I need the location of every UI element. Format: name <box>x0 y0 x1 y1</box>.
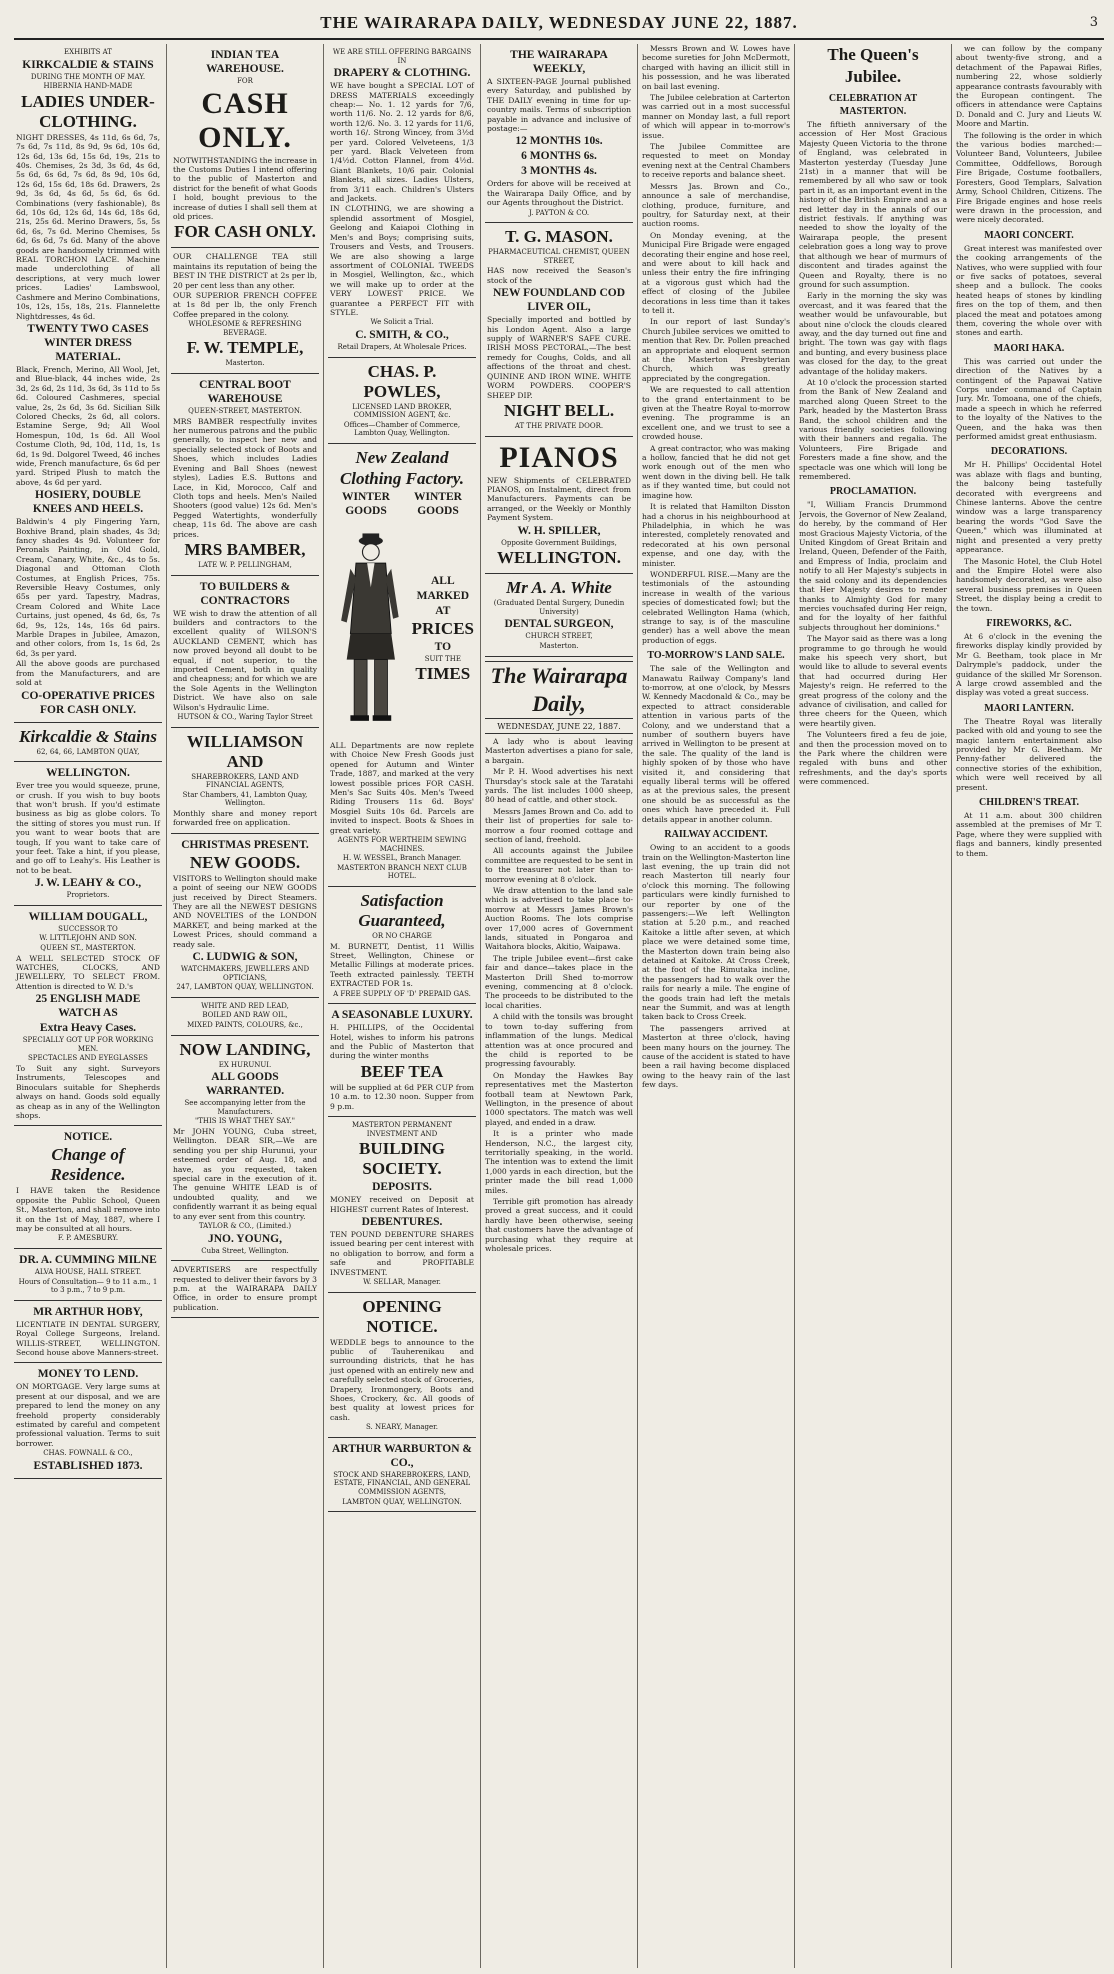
news-paragraph: Messrs Brown and W. Lowes have become sureties for John McDermott, charged with having an illicit still in his possession, and he was liberated on bail last evening. <box>642 44 790 91</box>
ad-headline: Clothing Factory. <box>339 468 465 488</box>
ad-headline: THE WAIRARAPA WEEKLY, <box>510 49 608 75</box>
news-paragraph: The triple Jubilee event—first cake fair and dance—takes place in the Masterton Drill Shed to-morrow evening, commencing at 8 o'clock. The proceeds to be distributed to the local charities. <box>485 953 633 1010</box>
ad-signature: F. P. AMESBURY. <box>57 1234 119 1243</box>
ad-headline: WINTER GOODS <box>414 490 462 517</box>
leahy-ad <box>14 762 162 906</box>
article-paragraph: The Mayor said as there was a long programme to go through he would make his speech very short, but would like to allude to several events that had occurred during Her Majesty's reign. He referred to the great progress of the colony and the advance of civilisation, and called for three cheers for the Queen, which were heartily given. <box>799 634 947 728</box>
winter-goods-row <box>330 490 474 518</box>
weekly-ad <box>485 44 633 223</box>
ad-firm: ARTHUR WARBURTON & CO., <box>332 1442 472 1469</box>
ad-line: MIXED PAINTS, COLOURS, &c., <box>187 1021 303 1029</box>
section-heading: DECORATIONS. <box>990 446 1068 458</box>
white-dentist-ad <box>485 574 633 656</box>
indian-tea-ad <box>171 44 319 248</box>
ad-firm: WILLIAMSON AND <box>186 731 304 771</box>
article-paragraph: At 6 o'clock in the evening the fireworks display kindly provided by Mr G. Beetham, took place in Mr Dalrymple's paddock, under the guidance of the skilled Mr Sorenson. A large crowd assembled and the display was voted a great success. <box>956 631 1102 698</box>
williamson-ad <box>171 728 319 834</box>
ad-headline: MONEY TO LEND. <box>37 1368 139 1381</box>
ad-body: A SIXTEEN-PAGE Journal published every Saturday, and published by THE DAILY evening in time for up-country mails. Terms of subscription payable in advance and inclusive of postage:— <box>487 77 631 134</box>
ad-headline: NOW LANDING, <box>179 1039 311 1059</box>
ad-body: ON MORTGAGE. Very large sums at present at our disposal, and we are prepared to lend the money on any freehold property considerably estimated by careful and competent professional valuation. Terms to suit borrower. <box>16 1382 160 1448</box>
dougall-ad <box>14 906 162 1127</box>
section-heading: TO-MORROW'S LAND SALE. <box>647 650 785 662</box>
ad-firm: F. W. TEMPLE, <box>186 338 304 358</box>
ad-sub: OR NO CHARGE <box>372 931 432 940</box>
ad-firm: CHAS. P. POWLES, <box>363 361 441 401</box>
ad-firm: JNO. YOUNG, <box>207 1232 282 1245</box>
ad-line: WHITE AND RED LEAD, <box>201 1001 289 1010</box>
column-rule <box>480 44 481 1968</box>
ad-address: Masterton. <box>225 359 265 368</box>
article-paragraph: The fiftieth anniversary of the accession of Her Most Gracious Majesty Queen Victoria to the throne of England, was celebrated in Masterton yesterday (Tuesday June 21st) in a manner that will be remembered by all who saw or took part in it, as an important event in the history of the British Empire and as a red letter day in the annals of our district festivals. If anything was needed to show the loyalty of the Wairarapa people, the present celebration goes a long way to prove that although we hear of murmurs of discontent and tirades against the Queen and Royalty, there is no ground for such assumption. <box>799 120 947 289</box>
ad-body: ALL Departments are now replete with Choice New Fresh Goods just opened for Autumn and Winter Trade, 1887, and marked at the very lowest possible prices FOR CASH. Men's Sac Suits 40s. Men's Tweed Riding Trousers 11s 6d. Boys' Mosgiel Suits 10s 6d. Parcels are invited to inspect. Boots & Shoes in great variety. <box>330 740 474 835</box>
ad-firm: KIRKCALDIE & STAINS <box>22 58 154 71</box>
ad-headline: NOTICE. <box>63 1131 113 1144</box>
money-ad <box>14 1363 162 1478</box>
ad-firm: Mr A. A. White <box>506 578 612 598</box>
article-paragraph: This was carried out under the direction of the Natives by a contingent of the Papawai Native Corps under command of Captain Jury. Mr. Tomoana, one of the chiefs, made a speech in which he referred to the loyalty of the Natives to the Queen, and the haka was then performed amidst great enthusiasm. <box>956 356 1102 442</box>
ad-body: WE wish to draw the attention of all builders and contractors to the excellent quality of WILSON'S AUCKLAND CEMENT, which has now proved beyond all doubt to be equal, if not superior, to the imported Cement, both in quality and cheapness; and for which we are the Sole Agents in the Wellington District. We have also on sale Wilson's Hydraulic Lime. <box>173 608 317 712</box>
news-paragraph: A lady who is about leaving Masterton advertises a piano for sale, a bargain. <box>485 736 633 765</box>
temple-ad <box>171 248 319 374</box>
column-4 <box>485 44 633 1968</box>
ad-body: Ever tree you would squeeze, prune, or crush. If you wish to buy boots that won't brush. If you'd estimate business as big as globe colors. To the sitting of stores you must run. If you want to wear boots that are tough, If you want to take care of your feet. Take a hint, if you please, and go off to Leahy's. His Leather is not to be beat. <box>16 781 160 875</box>
advertisers-notice <box>171 1261 319 1318</box>
article-paragraph: The Theatre Royal was literally packed with old and young to see the magic lantern entertainment also provided by Mr G. Beetham. Mr Penny-father delivered the connective stories of the exhibition, which were well received by all present. <box>956 716 1102 792</box>
ad-sub: SHAREBROKERS, LAND AND FINANCIAL AGENTS, <box>191 772 299 790</box>
ad-headline: TO BUILDERS & CONTRACTORS <box>199 580 291 607</box>
ad-signature: S. NEARY, Manager. <box>366 1423 438 1432</box>
ad-word: TIMES <box>415 664 471 684</box>
ad-word: ALL <box>430 574 455 587</box>
ad-headline: WELLINGTON. <box>497 548 621 568</box>
ad-headline: CHRISTMAS PRESENT. <box>181 838 309 851</box>
ad-body: Specially imported and bottled by his London Agent. Also a large supply of WARNER'S SAFE CURE. IRISH MOSS PECTORAL,—The best remedy for Coughs, Colds, and all affections of the throat and chest. QUININE AND IRON WINE. WHITE WORM POWDERS. COOPER'S SHEEP DIP. <box>487 315 631 400</box>
news-paragraph: We draw attention to the land sale which is advertised to take place to-morrow at Messrs James Brown's Auction Rooms. The lots comprise over 17,000 acres of Government lands, situated in Pongaroa and Waitahora blocks, Akitio, Waipawa. <box>485 886 633 952</box>
news-paragraph: On Monday evening, at the Municipal Fire Brigade were engaged decorating their engine and hose reel, and were about to kill hack and unless their entry the fire infringing at a vigorous gust which had the effect of closing of the Jubilee decorations in less time than it takes to tell it. <box>642 230 790 315</box>
ad-headline: WINTER GOODS <box>342 490 390 517</box>
mason-ad <box>485 223 633 436</box>
ad-firm: W. H. SPILLER, <box>517 524 601 537</box>
ad-headline: BUILDING SOCIETY. <box>359 1139 445 1179</box>
ad-body: To Suit any sight. Surveyors Instruments, Telescopes and Binoculars suitable for Shepherds always on hand. Goods sold equally as cheap as in any of the Wellington shops. <box>16 1063 160 1120</box>
ad-body: H. PHILLIPS, of the Occidental Hotel, wishes to inform his patrons and the Public of Masterton that during the winter months <box>330 1023 474 1061</box>
article-paragraph: Great interest was manifested over the cooking arrangements of the Natives, who were supplied with four or five sacks of potatoes, several sheep and a bullock. The cooks heated heaps of stones by kindling fires on the top of them, and then placed the meat and potatoes among them, covering the whole over with stones and earth. <box>956 243 1102 338</box>
spiller-ad <box>485 437 633 575</box>
ad-sub: W. LITTLEJOHN AND SON. <box>39 934 137 943</box>
ad-headline: BEEF TEA <box>360 1061 444 1081</box>
article-subhead: CELEBRATION AT MASTERTON. <box>828 93 918 117</box>
ad-sub: SUCCESSOR TO <box>58 924 118 933</box>
ad-body: NOTWITHSTANDING the increase in the Customs Duties I intend offering to the public of Masterton and district for the benefit of what Goods I hold, bought previous to the increase of duties I shall sell them at old prices. <box>173 155 317 222</box>
lead-ad <box>171 998 319 1036</box>
builders-ad <box>171 576 319 728</box>
ad-headline: NIGHT BELL. <box>503 400 615 420</box>
ad-word: AT <box>435 604 451 617</box>
ad-sub: STOCK AND SHAREBROKERS, LAND, ESTATE, FINANCIAL, AND GENERAL COMMISSION AGENTS, <box>333 1470 471 1497</box>
masthead-title: THE WAIRARAPA DAILY, WEDNESDAY JUNE 22, 1887. <box>320 13 798 32</box>
ad-word: MARKED <box>416 589 470 602</box>
ad-sub: "THIS IS WHAT THEY SAY." <box>195 1117 295 1126</box>
article-title: The Queen's Jubilee. <box>827 45 919 86</box>
ad-body: Hours of Consultation— 9 to 11 a.m., 1 to 3 p.m., 7 to 9 p.m. <box>18 1277 158 1295</box>
ad-signature: J. PAYTON & CO. <box>528 208 590 217</box>
kirkcaldie-ad <box>14 44 162 723</box>
ad-address: Offices—Chamber of Commerce, Lambton Quay, Wellington. <box>343 420 461 438</box>
ad-sub: WATCHMAKERS, JEWELLERS AND OPTICIANS, <box>180 965 310 982</box>
ad-body: HAS now received the Season's stock of the <box>487 266 631 285</box>
ad-headline: Satisfaction Guaranteed, <box>358 890 446 930</box>
news-paragraph: Owing to an accident to a goods train on the Wellington-Masterton line last evening, the up train did not reach Masterton till nearly four o'clock this morning. The following particulars were kindly furnished to our reporter by one of the passengers:—We left Wellington station at 5.20 p.m., and reached Kaitoke a little after seven, at which place we were detained some time, the Masterton down train being also detained at Kaitoke. At Cross Creek, at the foot of the Rimutaka incline, the passengers had to walk over the rails for nearly a mile. The engine of the goods train had left the metals near the Summit, and was at length taken back to Cross Creek. <box>642 843 790 1022</box>
ad-address: Masterton. <box>539 641 579 650</box>
news-paragraph: Messrs James Brown and Co. add to their list of properties for sale to-morrow a four roomed cottage and section of land, freehold. <box>485 806 633 844</box>
ad-body: All the above goods are purchased from the Manufacturers, and are sold at <box>16 659 160 688</box>
masthead <box>14 8 1104 40</box>
ad-firm: C. SMITH, & CO., <box>355 328 449 341</box>
ad-body: WE have bought a SPECIAL LOT of DRESS MATERIALS exceedingly cheap:— No. 1. 12 yards for 7/6, worth 11/6. No. 2. 12 yards for 8/6, worth 12/6. No. 3. 12 yards for 11/6, worth 16/. Strong Wincey, from 3½d per yard. Colored Velveteens, 1/3 per yard. Black Velveteen from 1/4½d. Cotton Flannel, from 4½d. Giant Blankets, 10/6 pair. Colonial Blankets, all sizes. Ladies Ulsters, from 3/11 each. Children's Ulsters and Jackets. <box>330 81 474 204</box>
article-paragraph: Early in the morning the sky was overcast, and it was feared that the weather would be unfavourable, but about nine o'clock the clouds cleared away, and the day turned out fine and bright. The town was gay with flags and bunting, and every business place was closed for the day, to the great advantage of the holiday makers. <box>799 291 947 376</box>
ad-headline: New Zealand <box>355 447 449 467</box>
beef-tea-ad <box>328 1004 476 1117</box>
ad-body: NEW Shipments of CELEBRATED PIANOS, on Instalment, direct from Manufacturers. Payments can be arranged, or the Weekly or Monthly Payment System. <box>487 475 631 523</box>
news-paragraph: In our report of last Sunday's Church Jubilee services we omitted to mention that Rev. Dr. Pollen preached an appropriate and eloquent sermon at the Masterton Presbyterian Church, which was greatly appreciated by the congregation. <box>642 317 790 383</box>
ad-sub: See accompanying letter from the Manufacturers. <box>184 1099 306 1116</box>
ad-headline: A SEASONABLE LUXURY. <box>331 1009 473 1022</box>
ad-address: 62, 64, 66, LAMBTON QUAY, <box>36 747 140 756</box>
ad-address: MASTERTON BRANCH NEXT CLUB HOTEL. <box>337 863 467 881</box>
article-paragraph: The Volunteers fired a feu de joie, and then the procession moved on to the Park where the children were regaled with buns and other refreshments, and the day's sports were commenced. <box>799 730 947 787</box>
notice-ad <box>14 1126 162 1249</box>
ad-body: NIGHT DRESSES, 4s 11d, 6s 6d, 7s, 7s 6d, 7s 11d, 8s 9d, 9s 6d, 10s 6d, 12s 6d, 13s 6d, 15s 6d, 19s, 21s to 40s. Chemises, 2s 3d, 3s 6d, 4s 6d, 5s 6d, 6s 6d, 7s 6d, 8s 9d, 10s 6d, 12s 6d, 15s 6d, 18s 6d. Drawers, 2s 9d, 3s 6d, 4s 6d, 5s 6d, 6s 6d. Combinations (very fashionable), 8s 6d, 10s 6d, 12s 6d, 14s 6d, 18s 6d, 21s, 25s 6d. Merino Drawers, 5s, 5s 6d, 6s, 7s 6d. Merino Chemises, 5s 6d, 6s 6d, 7s 6d. Many of the above goods are handsomely trimmed with REAL TORCHON LACE. Machine made underclothing of all descriptions, at very much lower prices. Ladies' Lambswool, Cashmere and Merino Combinations, 10s, 12s, 15s, 18s, 21s. Flannelette Nightdresses, 4s 6d. <box>16 132 160 321</box>
article-paragraph: "I, William Francis Drummond Jervois, the Governor of New Zealand, do hereby, by the command of Her most Gracious Majesty Victoria, of the United Kingdom of Great Britain and Ireland, Queen, Defender of the Faith, and Empress of India, proclaim and notify to all Her Majesty's subjects in the said colony and its dependencies that Her Majesty desires to render thanks to Almighty God for many mercies vouchsafed during Her reign, and for the loyalty of her faithful subjects throughout her dominions." <box>799 500 947 632</box>
ad-sub: Retail Drapers, At Wholesale Prices. <box>337 342 467 351</box>
ad-sub: EX HURUNUI. <box>218 1060 272 1069</box>
clothing-factory-ad <box>328 444 476 887</box>
ad-line: BOILED AND RAW OIL, <box>202 1011 288 1020</box>
ad-body: will be supplied at 6d PER CUP from 10 a.m. to 12.30 noon. Supper from 9 p.m. <box>330 1082 474 1111</box>
column-rule <box>951 44 952 1968</box>
ad-signature: W. SELLAR, Manager. <box>363 1278 441 1287</box>
article-paragraph: we can follow by the company about twenty-five strong, and a detachment of the Papawai Rifles, numbering 22, whose soldierly appearance contrasts favourably with the European contingent. The officers in attendance were Captains D. Donald and C. Jury and Lieuts W. Moore and Martin. <box>956 44 1102 129</box>
ad-body: OUR CHALLENGE TEA still maintains its reputation of being the BEST IN THE DISTRICT at 2s per lb, 20 per cent less than any other. <box>173 252 317 290</box>
news-paragraph: Terrible gift promotion has already proved a great success, and it could hardly have been otherwise, seeing that customers have the advantage of purchasing what they require at wholesale prices. <box>485 1197 633 1254</box>
young-ad <box>171 1036 319 1262</box>
news-paragraph: A great contractor, who was making a hollow, fancied that he did not get work enough out of the men who went down in the diving bell. He talk as if they wanted time, but could not imagine how. <box>642 443 790 500</box>
ad-headline: WELLINGTON. <box>46 767 130 780</box>
column-rule <box>323 44 324 1968</box>
article-paragraph: At 10 o'clock the procession started from the Bank of New Zealand and marched along Queen Street to the Park, headed by the Masterton Brass Band, the school children and the various friendly societies following with their banners and regalia. The Volunteers, Fire Brigade and Foresters made a fine show, and the spectacle was one which will long be remembered. <box>799 377 947 482</box>
ad-word: SUIT THE <box>424 654 461 663</box>
column-2 <box>171 44 319 1968</box>
news-paragraph: We are requested to call attention to the grand entertainment to be given at the Theatre Royal to-morrow evening. The programme is an excellent one, and we trust to see a crowded house. <box>642 385 790 442</box>
building-society-ad <box>328 1117 476 1293</box>
ad-headline: Change of Residence. <box>50 1145 126 1185</box>
ad-sub: PHARMACEUTICAL CHEMIST, QUEEN STREET, <box>488 248 630 265</box>
ad-sub: We Solicit a Trial. <box>370 318 434 327</box>
ad-address: Star Chambers, 41, Lambton Quay, Wellington. <box>182 790 308 808</box>
ad-headline: CENTRAL BOOT WAREHOUSE <box>199 379 291 406</box>
ad-headline: TWENTY TWO CASES WINTER DRESS MATERIAL. <box>27 322 149 363</box>
ad-headline: DEPOSITS. <box>372 1181 432 1194</box>
column-rule <box>637 44 638 1968</box>
ad-headline: LADIES UNDER-CLOTHING. <box>21 91 155 131</box>
hoby-ad <box>14 1301 162 1364</box>
ad-firm: C. LUDWIG & SON, <box>192 951 298 964</box>
ad-word: PRICES <box>411 618 474 638</box>
ad-rate: 3 MONTHS 4s. <box>521 165 597 178</box>
ad-sub: SPECIALLY GOT UP FOR WORKING MEN. <box>22 1036 154 1053</box>
ad-body: TEN POUND DEBENTURE SHARES issued bearing per cent interest with no obligation to borrow, and form a safe and PROFITABLE INVESTMENT. <box>330 1230 474 1277</box>
ad-body: Mr JOHN YOUNG, Cuba street, Wellington. DEAR SIR,—We are sending you per ship Hurunui, your esteemed order of Aug. 18, and have, as you requested, taken special care in the execution of it. The genuine WHITE LEAD is of undoubted quality, and we confidently warrant it as being equal to any ever sent from this country. <box>173 1126 317 1221</box>
ad-headline: DEBENTURES. <box>361 1216 443 1228</box>
news-paragraph: It is related that Hamilton Disston had a chorus in his neighbourhood at Philadelphia, in which he was interested, completely renovated and redecorated at his own personal expense, and one day, with the minister. <box>642 502 790 568</box>
ad-firm: DR. A. CUMMING MILNE <box>19 1254 157 1266</box>
ad-body: MRS BAMBER respectfully invites her numerous patrons and the public generally, to inspect her new and specially selected stock of Boots and Shoes, which includes Ladies Evening and Ball Shoes (newest styles), Ladies E.S. Buttons and Lace, in Kid, Morocco, Calf and Cloth tops and heels. Men's Nailed Shooters (good value) 12s 6d. Men's Pegged Watertights, wonderfully cheap, 11s 6d. The above are cash prices. <box>173 416 317 539</box>
news-paragraph: The passengers arrived at Masterton at three o'clock, having been many hours on the journey. The cause of the accident is stated to have been a rail having become displaced owing to the heavy rain of the last few days. <box>642 1023 790 1090</box>
column-7 <box>956 44 1102 1968</box>
ad-footer: ESTABLISHED 1873. <box>33 1459 143 1472</box>
page-number: 3 <box>1089 15 1098 30</box>
ad-headline: CASH ONLY. <box>198 86 292 154</box>
ad-address: 247, LAMBTON QUAY, WELLINGTON. <box>176 983 314 992</box>
ad-address: QUEEN ST., MASTERTON. <box>40 943 136 952</box>
ad-sub: WHOLESOME & REFRESHING BEVERAGE. <box>188 320 302 337</box>
warburton-ad <box>328 1438 476 1512</box>
section-heading: PROCLAMATION. <box>829 486 917 498</box>
ad-firm: HUTSON & CO., Waring Taylor Street <box>177 713 313 721</box>
ad-headline: DENTAL SURGEON, <box>504 618 614 631</box>
prices-stack <box>412 573 474 686</box>
ad-sub: LICENSED LAND BROKER, COMMISSION AGENT, &c. <box>352 402 452 420</box>
ad-word: TO <box>434 640 452 653</box>
gentleman-figure-icon <box>330 524 412 734</box>
ad-sub: A FREE SUPPLY OF 'D' PREPAID GAS. <box>333 989 471 998</box>
column-1 <box>14 44 162 1968</box>
ad-headline: PIANOS <box>499 440 619 474</box>
ad-headline: CO-OPERATIVE PRICES FOR CASH ONLY. <box>21 689 155 716</box>
ad-body: Monthly share and money report forwarded free on application. <box>173 808 317 828</box>
ad-body: Orders for above will be received at the Wairarapa Daily Office, and by our Agents throughout the District. <box>487 179 631 208</box>
ad-sub: Proprietors. <box>66 891 110 900</box>
kirkcaldie-signature-ad <box>14 723 162 763</box>
ad-address: Cuba Street, Wellington. <box>201 1246 289 1255</box>
ad-address: ALVA HOUSE, HALL STREET. <box>34 1268 142 1276</box>
article-paragraph: The Masonic Hotel, the Club Hotel and the Empire Hotel were also handsomely decorated, as were also several business premises in Queen Street, the display being a credit to the town. <box>956 556 1102 613</box>
ad-headline: OPENING NOTICE. <box>362 1296 442 1336</box>
ad-sub: AGENTS FOR WERTHEIM SEWING MACHINES. <box>337 835 467 853</box>
ad-sub: FOR <box>237 77 253 85</box>
ad-sub: SPECTACLES AND EYEGLASSES <box>28 1054 148 1063</box>
ad-firm: T. G. MASON. <box>505 227 613 247</box>
section-heading: MAORI HAKA. <box>993 342 1065 354</box>
section-heading: MAORI LANTERN. <box>984 702 1074 714</box>
news-paragraph: On Monday the Hawkes Bay representatives met the Masterton football team at Newtown Park, Wellington, in the presence of about 1000 spectators. The match was well played, and ended in a draw. <box>485 1070 633 1127</box>
ad-address: Opposite Government Buildings, <box>501 538 617 547</box>
ad-firm: WILLIAM DOUGALL, <box>28 910 148 923</box>
news-paragraph: The Jubilee Committee are requested to meet on Monday evening next at the Central Chambers to receive reports and balance sheet. <box>642 142 790 180</box>
ad-body: IN CLOTHING, we are showing a splendid assortment of Mosgiel, Geelong and Kaiapoi Clothing in Men's and Boys; comprising suits, Trousers and Vests, and Trousers. We are also showing a large assortment of COLONIAL TWEEDS in Mosgiel, Wellington, &c., which we will make up to order at the VERY LOWEST PRICE. We guarantee a PERFECT FIT with STYLE. <box>330 204 474 317</box>
ad-headline: INDIAN TEA WAREHOUSE. <box>206 49 284 75</box>
ad-sub: H. W. WESSEL, Branch Manager. <box>342 854 462 863</box>
news-paragraph: WONDERFUL RISE.—Many are the testimonials of the astounding increase in wealth of the various species of domesticated fowl; but the celebrated Wellington Hama (which, strange to say, is of the masculine gender) has a well above the mean production of eggs. <box>642 569 790 645</box>
ad-sub: AT THE PRIVATE DOOR. <box>514 421 604 430</box>
ad-firm: MRS BAMBER, <box>184 539 306 559</box>
article-paragraph: The following is the order in which the various bodies marched:—Volunteer Band, Volunteers, Jubilee Committee, Oddfellows, Borough Fire Brigade, Costume footballers, Foresters, Good Templars, Salvation Army, School Children, Citizens. The Fire Brigade engines and hose reels were drawn in the procession, and were nicely decorated. <box>956 130 1102 225</box>
ad-signature: TAYLOR & CO., (Limited.) <box>198 1222 292 1231</box>
ad-headline: FOR CASH ONLY. <box>174 222 316 242</box>
column-5 <box>642 44 790 1968</box>
dateline: WEDNESDAY, JUNE 22, 1887. <box>485 722 633 734</box>
powles-ad <box>328 358 476 444</box>
column-6 <box>799 44 947 1968</box>
opening-notice-ad <box>328 1293 476 1438</box>
news-paragraph: Messrs Jas. Brown and Co., announce a sale of merchandise, clothing, produce, furniture, and poultry, for Saturday next, at their auction rooms. <box>642 181 790 229</box>
ad-body: I HAVE taken the Residence opposite the Public School, Queen St., Masterton, and shall remove into it on the 1st of May, 1887, where I may be consulted at all hours. <box>16 1186 160 1233</box>
column-rule <box>794 44 795 1968</box>
ad-headline: NEW FOUNDLAND COD LIVER OIL, <box>492 287 626 314</box>
ad-firm: J. W. LEAHY & CO., <box>34 877 142 890</box>
news-paragraph: A child with the tonsils was brought to town to-day suffering from inflammation of the lungs. Medical attention was at once procured and the child is reported to be progressing favourably. <box>485 1012 633 1069</box>
ad-sub: DURING THE MONTH OF MAY. <box>30 72 146 81</box>
ad-body: OUR SUPERIOR FRENCH COFFEE at 1s 8d per lb, the only French Coffee prepared in the colony. <box>173 291 317 319</box>
ad-rate: 12 MONTHS 10s. <box>515 135 603 148</box>
ad-sub: MASTERTON PERMANENT INVESTMENT AND <box>351 1121 453 1138</box>
smith-drapery-ad <box>328 44 476 358</box>
column-rule <box>166 44 167 1968</box>
section-heading: RAILWAY ACCIDENT. <box>664 829 768 841</box>
ad-body: WEDDLE begs to announce to the public of Tauherenikau and surrounding districts, that he has just opened with an entirely new and carefully selected stock of Groceries, Drapery, Ironmongery, Boots and Shoes, Crockery, &c. All goods of best quality at lowest prices for cash. <box>330 1337 474 1422</box>
column-3 <box>328 44 476 1968</box>
ad-address: CHURCH STREET, <box>525 632 593 641</box>
boot-warehouse-ad <box>171 374 319 575</box>
ad-sub: HIBERNIA HAND-MADE <box>43 82 133 91</box>
news-paragraph: It is a printer who made Henderson, N.C., the largest city, territorially speaking, in the world. The intention was to extend the limit 1,000 yards in each direction, but the printer made the bill read 1,000 miles. <box>485 1129 633 1195</box>
ad-body: ADVERTISERS are respectfully requested to deliver their favors by 3 p.m. at the WAIRARAPA DAILY Office, in order to ensure prompt publication. <box>173 1265 317 1312</box>
ludwig-ad <box>171 834 319 998</box>
ad-headline: Extra Heavy Cases. <box>39 1022 137 1035</box>
ad-address: QUEEN-STREET, MASTERTON. <box>188 407 302 416</box>
news-paragraph: The Jubilee celebration at Carterton was carried out in a most successful manner on Monday last, a full report of which will appear in to-morrow's issue. <box>642 93 790 140</box>
section-heading: CHILDREN'S TREAT. <box>978 797 1080 809</box>
news-paragraph: Mr P. H. Wood advertises his next Thursday's stock sale at the Taratahi yards. The list includes 1000 sheep, 80 head of cattle, and other stock. <box>485 767 633 805</box>
ad-body: Black, French, Merino, All Wool, Jet, and Blue-black, 44 inches wide, 2s 3d, 2s 6d, 2s 11d, 3s 6d, 3s 11d to 5s 6d. Coloured Cashmeres, special value, 2s, 2s 6d, 3s 6d. Sicilian Silk Colored Checks, 2s 6d, all colors. Estamine Serge, 9d; All Wool Homespun, 10d, 1s 6d. All Wool Costume Cloth, 9d, 10d, 11d, 1s, 1s 6d, 1s 9d. Dolgorel Tweed, 46 inches wide, French manufacture, 6s 6d per yard. Striped Plush to match the above, 4s 6d per yard. <box>16 364 160 487</box>
news-paragraph: All accounts against the Jubilee committee are requested to be sent in to the treasurer not later than to-morrow evening at 8 o'clock. <box>485 846 633 884</box>
ad-body: VISITORS to Wellington should make a point of seeing our NEW GOODS just received by Direct Steamers. They are all the NEWEST DESIGNS AND NOVELTIES of the LONDON MARKET, and being marked at the Lowest Prices, should command a ready sale. <box>173 873 317 949</box>
ad-sub: LATE W. P. PELLINGHAM, <box>198 560 292 569</box>
ad-headline: NEW GOODS. <box>189 852 301 872</box>
section-heading: FIREWORKS, &C. <box>986 617 1072 629</box>
ad-headline: 25 ENGLISH MADE WATCH AS <box>35 993 141 1020</box>
ad-headline: ALL GOODS WARRANTED. <box>205 1071 285 1098</box>
ad-rate: 6 MONTHS 6s. <box>521 150 597 163</box>
milne-ad <box>14 1249 162 1301</box>
ad-firm: CHAS. FOWNALL & CO., <box>43 1449 133 1458</box>
ad-body: LICENTIATE IN DENTAL SURGERY, Royal College Surgeons, Ireland. WILLIS-STREET, WELLINGTON. Second house above Manners-street. <box>16 1319 160 1357</box>
dentist-ad <box>328 887 476 1004</box>
news-paragraph: The sale of the Wellington and Manawatu Railway Company's land to-morrow, at one o'clock, by Messrs W. Kennedy Macdonald & Co., may be expected to attract considerable attention in various parts of the Colony, and we understand that a number of southern buyers have arrived in Wellington to be present at the sale. The quality of the land is highly spoken of by those who have visited it, and considering that equally liberal terms will be offered as at the previous sales, the present one should be as successful as the ones which have preceded it. Full details appear in another column. <box>642 664 790 824</box>
ad-kicker: WE ARE STILL OFFERING BARGAINS IN <box>332 48 472 65</box>
clothing-figure-row <box>330 518 474 740</box>
paper-nameplate: The Wairarapa Daily, <box>485 661 633 719</box>
ad-headline: HOSIERY, DOUBLE KNEES AND HEELS. <box>32 489 144 516</box>
ad-body: Baldwin's 4 ply Fingering Yarn, Boxhive Brand, plain shades, 4s 3d; fancy shades 4s 9d. Volunteer for Peronals Painting, in Old Gold, Cream, Canary, White, &c., 4s to 5s. Diagonal and Ottoman Cloth Costumes, at English Prices, 75s. Reversible Heavy Costumes, only 65s per yard. Tapestry, Madras, Cream Colored and White Lace Curtains, just opened, 4s 6d, 6s, 7s 6d, 9s, 12s, 14s, 16s 6d pairs. Marble Drapes in Jubilee, Amazon, and other colors, from 1s, 1s 6d, 2s 6d, 3s per yard. <box>16 517 160 658</box>
section-heading: MAORI CONCERT. <box>984 229 1074 241</box>
article-paragraph: At 11 a.m. about 300 children assembled at the premises of Mr T. Page, where they were supplied with flags and banners, kindly presented to them. <box>956 811 1102 858</box>
ad-body: A WELL SELECTED STOCK OF WATCHES, CLOCKS, AND JEWELLERY, TO SELECT FROM. Attention is directed to W. D.'s <box>16 953 160 991</box>
ad-address: LAMBTON QUAY, WELLINGTON. <box>342 1497 462 1506</box>
columns <box>14 44 1104 1968</box>
article-paragraph: Mr H. Phillips' Occidental Hotel was ablaze with flags and bunting, the balcony being tastefully decorated with evergreens and Chinese lanterns. Above the centre window was a large transparency bearing the words "God Save the Queen," which was illuminated at night and presented a very pretty appearance. <box>956 460 1102 555</box>
ad-firm: Kirkcaldie & Stains <box>19 726 157 746</box>
ad-body: MONEY received on Deposit at HIGHEST current Rates of Interest. <box>330 1195 474 1214</box>
ad-kicker: EXHIBITS AT <box>64 48 112 56</box>
ad-headline: DRAPERY & CLOTHING. <box>333 67 471 80</box>
ad-firm: MR ARTHUR HOBY, <box>33 1305 143 1318</box>
ad-sub: (Graduated Dental Surgery, Dunedin University) <box>493 599 625 616</box>
ad-body: M. BURNETT, Dentist, 11 Willis Street, Wellington, Chinese or Metallic Fillings at moderate prices. Teeth extracted painlessly. TEETH EXTRACTED FOR 1s. <box>330 941 474 989</box>
